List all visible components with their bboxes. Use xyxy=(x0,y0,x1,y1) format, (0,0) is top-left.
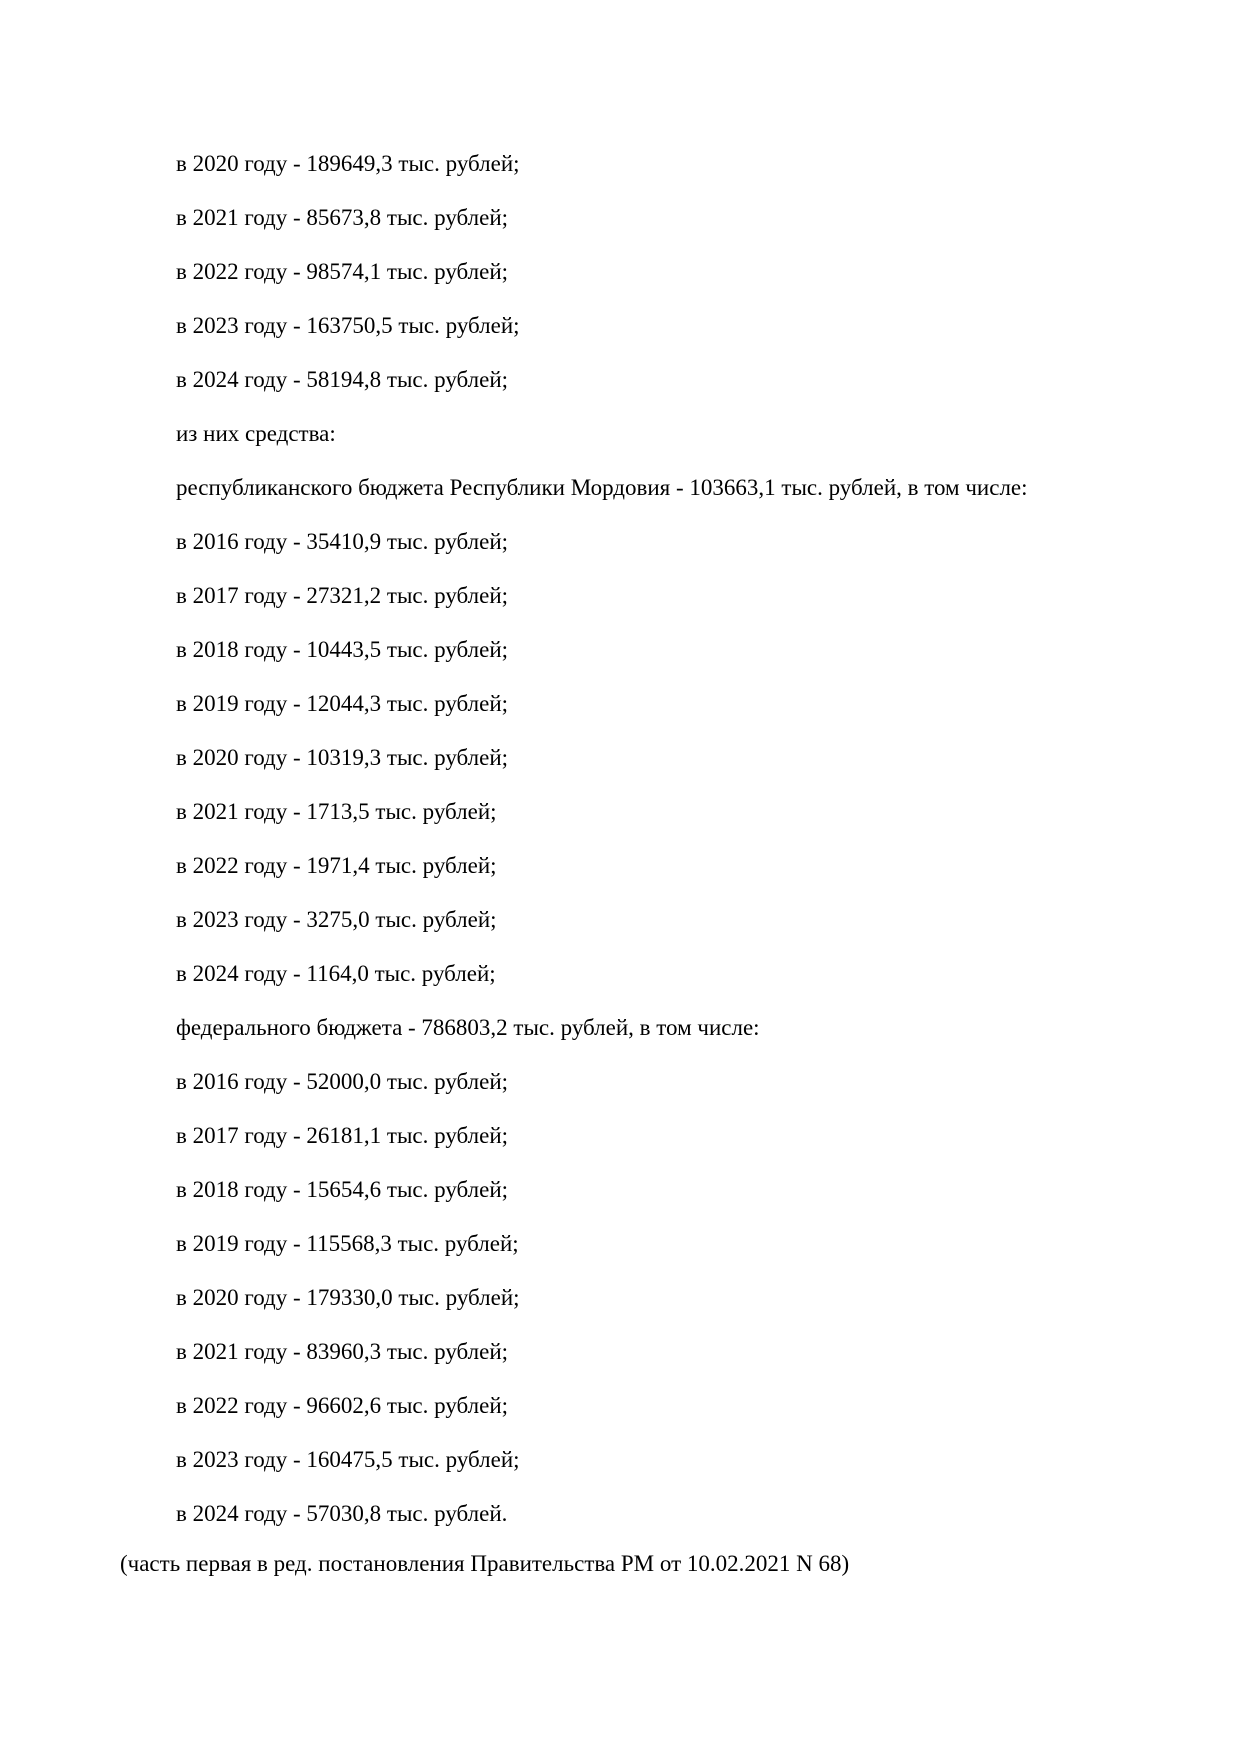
text-line: в 2021 году - 83960,3 тыс. рублей; xyxy=(176,1339,509,1364)
text-line: в 2023 году - 3275,0 тыс. рублей; xyxy=(176,907,497,932)
text-line: в 2022 году - 1971,4 тыс. рублей; xyxy=(176,853,497,878)
text-line: в 2023 году - 160475,5 тыс. рублей; xyxy=(176,1447,520,1472)
text-line: в 2016 году - 52000,0 тыс. рублей; xyxy=(176,1069,509,1094)
document-body xyxy=(176,150,1176,1528)
text-line: в 2016 году - 35410,9 тыс. рублей; xyxy=(176,529,509,554)
amendment-note: (часть первая в ред. постановления Правительства РМ от 10.02.2021 N 68) xyxy=(120,1551,850,1576)
text-line: в 2020 году - 189649,3 тыс. рублей; xyxy=(176,151,520,176)
text-line: в 2021 году - 85673,8 тыс. рублей; xyxy=(176,205,509,230)
text-line: в 2017 году - 26181,1 тыс. рублей; xyxy=(176,1123,509,1148)
federal-budget-heading: федерального бюджета - 786803,2 тыс. рублей, в том числе: xyxy=(176,1015,760,1040)
text-line: в 2020 году - 10319,3 тыс. рублей; xyxy=(176,745,509,770)
text-line: в 2020 году - 179330,0 тыс. рублей; xyxy=(176,1285,520,1310)
text-line: в 2021 году - 1713,5 тыс. рублей; xyxy=(176,799,497,824)
text-line: в 2018 году - 15654,6 тыс. рублей; xyxy=(176,1177,509,1202)
text-line: в 2024 году - 1164,0 тыс. рублей; xyxy=(176,961,496,986)
text-line: в 2019 году - 115568,3 тыс. рублей; xyxy=(176,1231,519,1256)
text-line: в 2018 году - 10443,5 тыс. рублей; xyxy=(176,637,509,662)
text-line: в 2019 году - 12044,3 тыс. рублей; xyxy=(176,691,509,716)
section-intro: из них средства: xyxy=(176,421,336,446)
text-line: в 2022 году - 98574,1 тыс. рублей; xyxy=(176,259,509,284)
regional-budget-heading: республиканского бюджета Республики Мордовия - 103663,1 тыс. рублей, в том числе: xyxy=(176,475,1028,500)
text-line: в 2017 году - 27321,2 тыс. рублей; xyxy=(176,583,509,608)
text-line: в 2024 году - 58194,8 тыс. рублей; xyxy=(176,367,509,392)
text-line: в 2022 году - 96602,6 тыс. рублей; xyxy=(176,1393,509,1418)
text-line: в 2024 году - 57030,8 тыс. рублей. xyxy=(176,1501,508,1526)
text-line: в 2023 году - 163750,5 тыс. рублей; xyxy=(176,313,520,338)
